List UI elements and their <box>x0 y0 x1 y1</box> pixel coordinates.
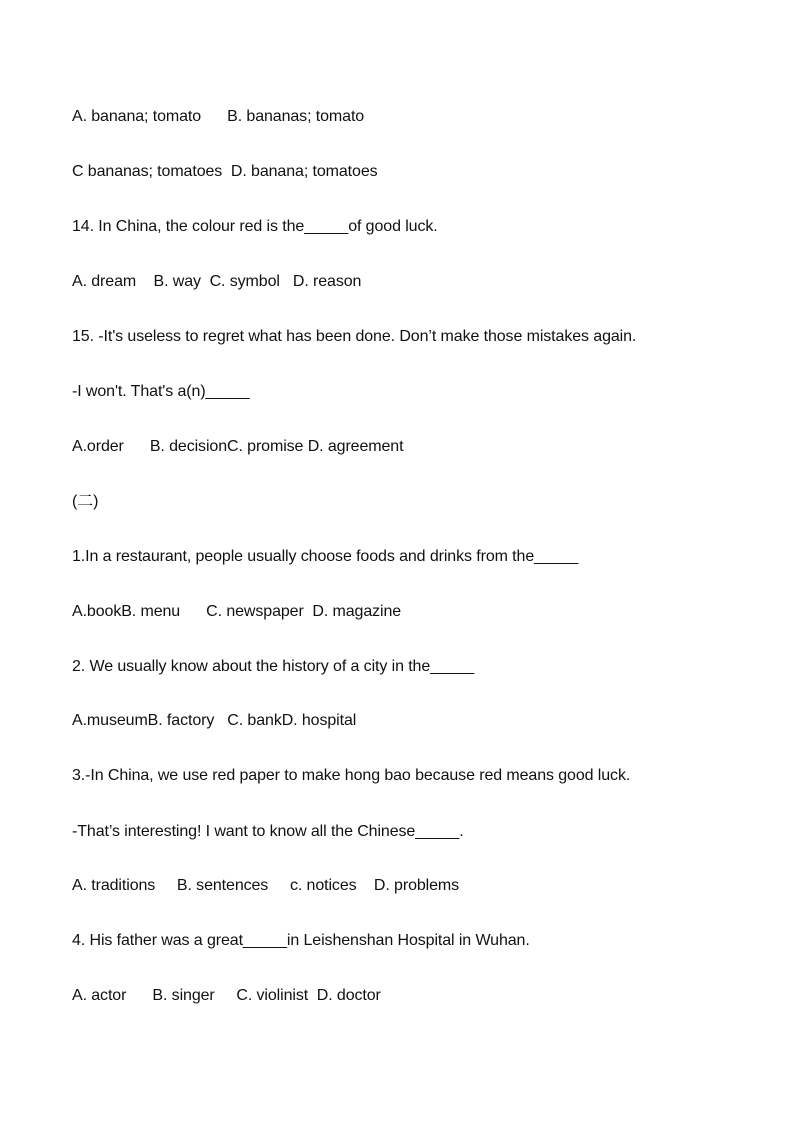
q13-options-line-2: C bananas; tomatoes D. banana; tomatoes <box>72 163 378 180</box>
s2-q3-reply: -That’s interesting! I want to know all the Chinese_____. <box>72 823 464 840</box>
s2-q4-question: 4. His father was a great_____in Leishenshan Hospital in Wuhan. <box>72 932 530 949</box>
q14-question: 14. In China, the colour red is the_____of good luck. <box>72 218 438 235</box>
q13-options-line-1: A. banana; tomato B. bananas; tomato <box>72 108 365 125</box>
s2-q2-question: 2. We usually know about the history of a city in the_____ <box>72 658 475 675</box>
s2-q1-question: 1.In a restaurant, people usually choose foods and drinks from the_____ <box>72 548 579 565</box>
s2-q4-options: A. actor B. singer C. violinist D. doctor <box>72 987 381 1004</box>
q15-reply: -I won't. That's a(n)_____ <box>72 383 250 400</box>
q15-question: 15. -It's useless to regret what has been done. Don’t make those mistakes again. <box>72 328 637 345</box>
q15-options: A.order B. decisionC. promise D. agreement <box>72 438 404 455</box>
s2-q3-options: A. traditions B. sentences c. notices D. problems <box>72 877 460 894</box>
s2-q1-options: A.bookB. menu C. newspaper D. magazine <box>72 603 402 620</box>
q14-options: A. dream B. way C. symbol D. reason <box>72 273 362 290</box>
section-heading: (二) <box>72 493 99 510</box>
s2-q3-question: 3.-In China, we use red paper to make hong bao because red means good luck. <box>72 767 631 784</box>
s2-q2-options: A.museumB. factory C. bankD. hospital <box>72 712 357 729</box>
